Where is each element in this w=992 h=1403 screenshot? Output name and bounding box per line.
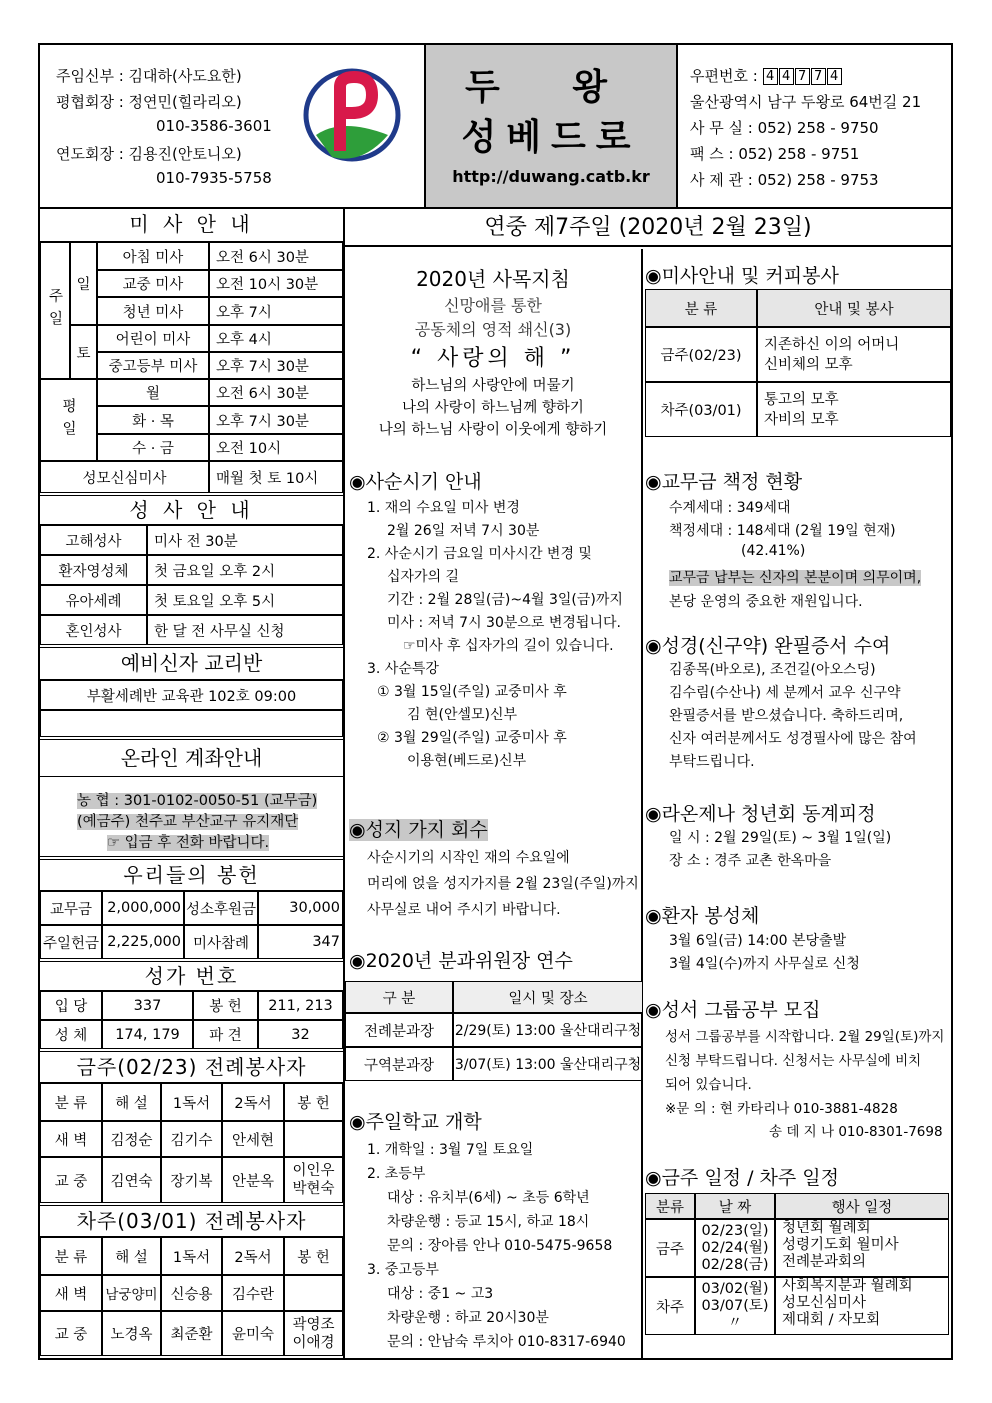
online-title: 온라인 계좌안내: [40, 739, 343, 777]
yeondo-president-line: 연도회장 : 김용진(안토니오): [56, 145, 242, 163]
pastoral-line: 나의 사랑이 하느님께 향하기: [402, 400, 584, 416]
servers-row-label: 교 중: [40, 1311, 102, 1356]
pastoral-line: 신망애를 통한: [444, 296, 542, 315]
pastoral-title: 2020년 사목지침: [416, 267, 570, 291]
server-name: 장기복: [161, 1157, 222, 1203]
sunday-school-line: 1. 개학일 : 3월 7일 토요일: [367, 1142, 534, 1158]
coffee-week: 금주(02/23): [645, 327, 757, 382]
palm-line: 사무실로 내어 주시기 바랍니다.: [367, 902, 561, 918]
weekday-label-text: 평일: [60, 397, 76, 443]
servers-head: 2독서: [222, 1083, 284, 1121]
lent-line: 십자가의 길: [387, 569, 460, 585]
fax-number: 팩 스 : 052) 258 - 9751: [690, 145, 860, 163]
offering-value: 2,225,000: [102, 925, 184, 959]
zip-digit: 4: [763, 68, 778, 85]
server-name: [284, 1121, 343, 1157]
bible-group-line: ※문 의 : 현 카타리나 010-3881-4828: [665, 1101, 898, 1117]
sunday-school-line: 대상 : 유치부(6세) ~ 초등 6학년: [387, 1190, 590, 1206]
hymn-label: 입 당: [40, 991, 102, 1020]
sunday-school-title: ◉주일학교 개학: [349, 1111, 482, 1133]
youth-line: 일 시 : 2월 29일(토) ~ 3월 1일(일): [669, 830, 892, 846]
mass-name: 아침 미사: [97, 242, 209, 270]
pastoral-line: 나의 하느님 사랑이 이웃에게 향하기: [378, 422, 608, 438]
sacrament-time: 한 달 전 사무실 신청: [147, 615, 343, 645]
mass-time: 오전 6시 30분: [209, 379, 343, 406]
mass-time: 오전 6시 30분: [209, 242, 343, 270]
mass-time: 오후 7시 30분: [209, 406, 343, 434]
sick-line: 3월 6일(금) 14:00 본당출발: [669, 933, 847, 949]
sacrament-name: 고해성사: [40, 525, 147, 555]
coffee-servers: 지존하신 이의 어머니 신비체의 모후: [757, 327, 951, 382]
training-when: 3/07(토) 13:00 울산대리구청: [453, 1047, 643, 1081]
server-name: 안분옥: [222, 1157, 284, 1203]
bible-title: ◉성경(신구약) 완필증서 수여: [645, 635, 891, 657]
pastor-line: 주임신부 : 김대하(사도요한): [56, 67, 242, 85]
schedule-head: 분류: [645, 1193, 695, 1219]
palm-title: ◉성지 가지 회수: [349, 819, 488, 841]
middle-column: [345, 249, 643, 1358]
hymn-title: 성가 번호: [40, 961, 343, 991]
sacred-heart-mass-time: 매월 첫 토 10시: [209, 461, 343, 493]
sacrament-name: 혼인성사: [40, 615, 147, 645]
dues-title: ◉교무금 책정 현황: [645, 471, 803, 493]
coffee-title: ◉미사안내 및 커피봉사: [645, 265, 839, 287]
sacrament-time: 첫 토요일 오후 5시: [147, 585, 343, 615]
schedule-date: 03/02(월): [701, 1280, 769, 1297]
bible-line: 부탁드립니다.: [669, 754, 755, 770]
hymn-label: 파 견: [193, 1020, 258, 1049]
parish-url[interactable]: http://duwang.catb.kr: [452, 167, 650, 186]
dues-highlight: 교무금 납부는 신자의 본분이며 의무이며,: [669, 570, 922, 586]
server-name: 남궁양미: [102, 1275, 161, 1311]
servers-this-title: 금주(02/23) 전례봉사자: [40, 1051, 343, 1083]
schedule-event: 제대회 / 자모회: [782, 1312, 881, 1328]
bible-group-line: 되어 있습니다.: [665, 1077, 752, 1093]
servers-head: 봉 헌: [284, 1237, 343, 1275]
zip-line: [690, 65, 843, 86]
parish-logo-icon: [302, 65, 402, 175]
title-top: 두 왕: [464, 67, 638, 108]
sunday-school-line: 대상 : 중1 ~ 고3: [387, 1286, 494, 1302]
catechumen-empty-row: [40, 710, 343, 737]
dues-line: 책정세대 : 148세대 (2월 19일 현재): [669, 523, 896, 539]
header-address: [678, 45, 953, 207]
schedule-events: [775, 1277, 949, 1335]
offering-label: 주일헌금: [40, 925, 102, 959]
server-name: 김기수: [161, 1121, 222, 1157]
bulletin-page: [38, 43, 953, 1360]
server-name: 윤미숙: [222, 1311, 284, 1356]
server-name: 곽영조 이애경: [284, 1311, 343, 1356]
lent-line: 미사 : 저녁 7시 30분으로 변경됩니다.: [387, 615, 621, 631]
bible-line: 신자 여러분께서도 성경필사에 많은 참여: [669, 731, 917, 747]
hymn-label: 성 체: [40, 1020, 102, 1049]
palm-line: 사순시기의 시작인 재의 수요일에: [367, 850, 570, 866]
server-name: 김연숙: [102, 1157, 161, 1203]
pastoral-line: 하느님의 사랑안에 머물기: [411, 378, 575, 394]
server-name: 이인우 박현숙: [284, 1157, 343, 1203]
hymn-number: 32: [258, 1020, 343, 1049]
title-main: 성베드로: [461, 117, 641, 158]
council-phone: 010-3586-3601: [156, 117, 272, 135]
sunday-school-line: 문의 : 안남숙 루치아 010-8317-6940: [387, 1334, 626, 1350]
bible-group-line: 송 데 지 나 010-8301-7698: [769, 1124, 943, 1140]
bank-account: 농 협 : 301-0102-0050-51 (교무금): [77, 793, 318, 809]
sunday-school-line: 3. 중고등부: [367, 1262, 439, 1278]
training-group: 구역분과장: [345, 1047, 453, 1081]
server-name: 신승용: [161, 1275, 222, 1311]
hymn-number: 174, 179: [102, 1020, 193, 1049]
yeondo-phone: 010-7935-5758: [156, 169, 272, 187]
zip-digit: 7: [795, 68, 810, 85]
schedule-event: 청년회 월례회: [782, 1220, 871, 1236]
schedule-dates: [695, 1277, 775, 1335]
server-name: 안세현: [222, 1121, 284, 1157]
pastoral-line: 공동체의 영적 쇄신(3): [414, 320, 572, 339]
bulletin-title-box: [426, 45, 678, 207]
servers-head: 해 설: [102, 1083, 161, 1121]
coffee-head: 안내 및 봉사: [757, 289, 951, 327]
training-head: 일시 및 장소: [453, 981, 643, 1013]
palm-line: 머리에 얹을 성지가지를 2월 23일(주일)까지: [367, 876, 639, 892]
offering-label: 성소후원금: [184, 891, 258, 925]
schedule-event: 성모신심미사: [782, 1295, 867, 1311]
mass-title: 미 사 안 내: [40, 209, 343, 242]
coffee-head: 분 류: [645, 289, 757, 327]
sunday-school-line: 차량운행 : 등교 15시, 하교 18시: [387, 1214, 590, 1230]
training-group: 전례분과장: [345, 1013, 453, 1047]
zip-digit: 4: [779, 68, 794, 85]
sacred-heart-mass-label: 성모신심미사: [40, 461, 209, 493]
schedule-head: 행사 일정: [775, 1193, 949, 1219]
server-name: 김수란: [222, 1275, 284, 1311]
deposit-note: ☞ 입금 후 전화 바랍니다.: [107, 835, 270, 851]
rectory-phone: 사 제 관 : 052) 258 - 9753: [690, 171, 879, 189]
training-title: ◉2020년 분과위원장 연수: [349, 950, 573, 972]
mass-time: 오후 4시: [209, 325, 343, 352]
lent-line: 2월 26일 저녁 7시 30분: [387, 523, 540, 539]
offering-value: 30,000: [258, 891, 343, 925]
server-name: 최준환: [161, 1311, 222, 1356]
sunday-label: [40, 242, 70, 379]
training-head: 구 분: [345, 981, 453, 1013]
mass-name: 어린이 미사: [97, 325, 209, 352]
schedule-date: 02/23(일): [701, 1222, 769, 1239]
sacrament-time: 첫 금요일 오후 2시: [147, 555, 343, 585]
lent-line: 이용현(베드로)신부: [407, 753, 527, 769]
dues-line: 수계세대 : 349세대: [669, 500, 791, 516]
schedule-event: 사회복지분과 월례회: [782, 1278, 913, 1294]
schedule-event: 성령기도회 월미사: [782, 1237, 899, 1253]
office-phone: 사 무 실 : 052) 258 - 9750: [690, 119, 879, 137]
mass-name: 수 · 금: [97, 434, 209, 461]
schedule-events: [775, 1219, 949, 1277]
mass-name: 청년 미사: [97, 297, 209, 325]
lent-line: 1. 재의 수요일 미사 변경: [367, 500, 520, 516]
sacrament-name: 유아세례: [40, 585, 147, 615]
bible-line: 김종목(바오로), 조건길(아오스딩): [669, 662, 876, 678]
right-column: [643, 249, 951, 1358]
schedule-event: 전례분과회의: [782, 1254, 867, 1270]
lent-line: 2. 사순시기 금요일 미사시간 변경 및: [367, 546, 592, 562]
lent-line: 김 현(안셀모)신부: [407, 707, 518, 723]
mass-name: 중고등부 미사: [97, 352, 209, 379]
mass-name: 월: [97, 379, 209, 406]
account-holder: (예금주) 천주교 부산교구 유지재단: [77, 814, 299, 830]
lent-line: 3. 사순특강: [367, 661, 439, 677]
mass-time: 오전 10시: [209, 434, 343, 461]
hymn-number: 337: [102, 991, 193, 1020]
sacrament-time: 미사 전 30분: [147, 525, 343, 555]
schedule-week-label: 차주: [645, 1277, 695, 1335]
lent-line: 기간 : 2월 28일(금)~4월 3일(금)까지: [387, 592, 623, 608]
sunday-school-line: 차량운행 : 하교 20시30분: [387, 1310, 549, 1326]
servers-head: 분 류: [40, 1083, 102, 1121]
mass-time: 오후 7시: [209, 297, 343, 325]
mass-time: 오후 7시 30분: [209, 352, 343, 379]
servers-head: 해 설: [102, 1237, 161, 1275]
lent-line: ② 3월 29일(주일) 교중미사 후: [377, 730, 567, 746]
left-column: [40, 209, 345, 1358]
zip-digit: 4: [827, 68, 842, 85]
mass-time: 오전 10시 30분: [209, 270, 343, 297]
servers-row-label: 새 벽: [40, 1275, 102, 1311]
sacrament-name: 환자영성체: [40, 555, 147, 585]
schedule-head: 날 짜: [695, 1193, 775, 1219]
lent-line: ① 3월 15일(주일) 교중미사 후: [377, 684, 567, 700]
server-name: 노경옥: [102, 1311, 161, 1356]
coffee-servers: 통고의 모후 자비의 모후: [757, 382, 951, 437]
schedule-dates: [695, 1219, 775, 1277]
bible-group-line: 성서 그룹공부를 시작합니다. 2월 29일(토)까지: [665, 1029, 945, 1045]
sunday-school-line: 2. 초등부: [367, 1166, 426, 1182]
dues-line: 본당 운영의 중요한 재원입니다.: [669, 594, 863, 610]
schedule-date: 02/28(금): [701, 1256, 769, 1273]
mass-name: 화 · 목: [97, 406, 209, 434]
pastoral-motto: “ 사랑의 해 ”: [410, 346, 576, 371]
servers-next-title: 차주(03/01) 전례봉사자: [40, 1205, 343, 1237]
week-title: 연중 제7주일 (2020년 2월 23일): [345, 209, 951, 247]
schedule-title: ◉금주 일정 / 차주 일정: [645, 1167, 839, 1189]
header-contacts: [40, 45, 426, 207]
mass-name: 교중 미사: [97, 270, 209, 297]
schedule-date: 03/07(토): [701, 1297, 769, 1314]
offering-title: 우리들의 봉헌: [40, 859, 343, 891]
offering-value: 347: [258, 925, 343, 959]
schedule-date: 〃: [727, 1314, 743, 1331]
coffee-week: 차주(03/01): [645, 382, 757, 437]
bible-line: 완필증서를 받으셨습니다. 축하드리며,: [669, 708, 904, 724]
bible-line: 김수림(수산나) 세 분께서 교우 신구약: [669, 685, 901, 701]
bible-group-line: 신청 부탁드립니다. 신청서는 사무실에 비치: [665, 1053, 922, 1069]
hymn-number: 211, 213: [258, 991, 343, 1020]
sick-title: ◉환자 봉성체: [645, 905, 760, 927]
server-name: 김정순: [102, 1121, 161, 1157]
sunday-sub-label: 일: [70, 242, 97, 325]
sunday-label-text: 주일: [46, 288, 63, 333]
weekday-label: [40, 379, 97, 461]
youth-line: 장 소 : 경주 교촌 한옥마을: [669, 853, 832, 869]
dues-line: (42.41%): [741, 543, 806, 559]
schedule-week-label: 금주: [645, 1219, 695, 1277]
online-account-box: [40, 777, 343, 857]
council-president-line: 평협회장 : 정연민(힐라리오): [56, 93, 242, 111]
catechumen-row: 부활세례반 교육관 102호 09:00: [40, 680, 343, 710]
address: 울산광역시 남구 두왕로 64번길 21: [690, 93, 922, 111]
saturday-sub-label: 토: [70, 325, 97, 379]
lent-line: ☞미사 후 십자가의 길이 있습니다.: [403, 638, 614, 654]
offering-value: 2,000,000: [102, 891, 184, 925]
servers-row-label: 교 중: [40, 1157, 102, 1203]
sick-line: 3월 4일(수)까지 사무실로 신청: [669, 956, 860, 972]
schedule-date: 02/24(월): [701, 1239, 769, 1256]
youth-title: ◉라온제나 청년회 동계피정: [645, 803, 876, 825]
offering-label: 미사참례: [184, 925, 258, 959]
zip-label: 우편번호 :: [690, 67, 758, 85]
servers-head: 1독서: [161, 1083, 222, 1121]
offering-label: 교무금: [40, 891, 102, 925]
server-name: [284, 1275, 343, 1311]
servers-head: 1독서: [161, 1237, 222, 1275]
lent-title: ◉사순시기 안내: [349, 471, 482, 493]
catechumen-title: 예비신자 교리반: [40, 647, 343, 680]
bible-group-title: ◉성서 그룹공부 모집: [645, 999, 821, 1021]
servers-head: 분 류: [40, 1237, 102, 1275]
servers-head: 봉 헌: [284, 1083, 343, 1121]
zip-digit: 7: [811, 68, 826, 85]
servers-row-label: 새 벽: [40, 1121, 102, 1157]
sacrament-title: 성 사 안 내: [40, 495, 343, 525]
hymn-label: 봉 헌: [193, 991, 258, 1020]
training-when: 2/29(토) 13:00 울산대리구청: [453, 1013, 643, 1047]
servers-head: 2독서: [222, 1237, 284, 1275]
sunday-school-line: 문의 : 장아름 안나 010-5475-9658: [387, 1238, 613, 1254]
